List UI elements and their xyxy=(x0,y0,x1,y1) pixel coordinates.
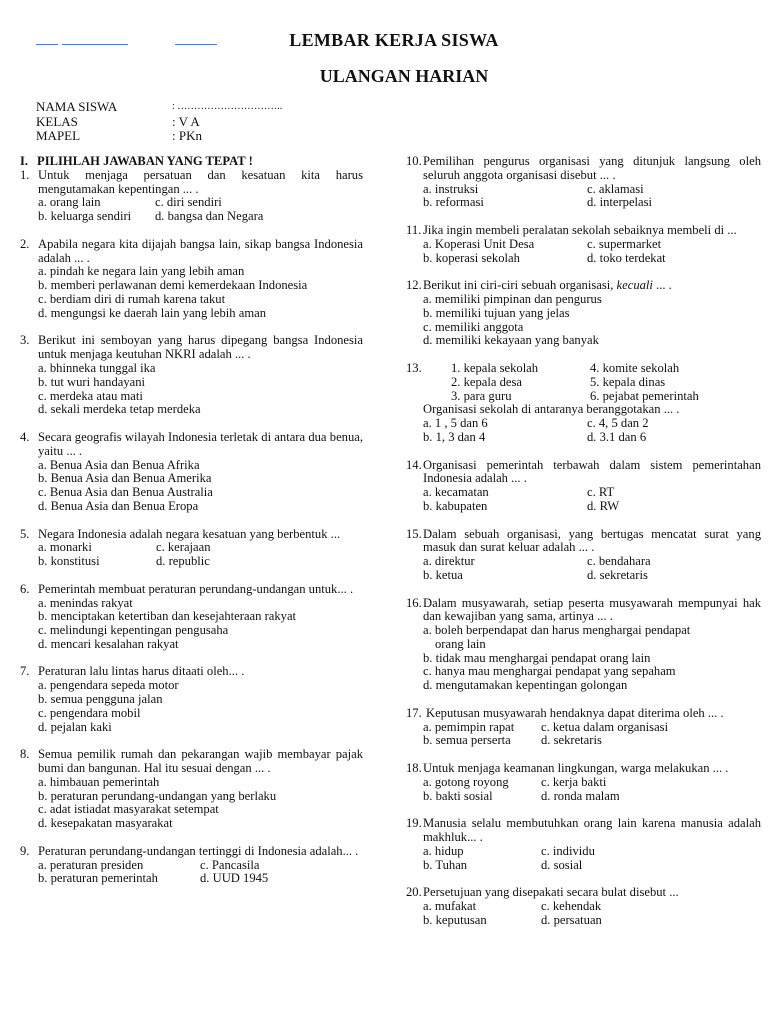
option-b: b. memiliki tujuan yang jelas xyxy=(423,305,570,320)
option-a: a. hidup xyxy=(423,843,464,858)
option-d: d. mencari kesalahan rakyat xyxy=(38,636,179,651)
option-c: c. kerajaan xyxy=(156,540,211,555)
question-stem: Berikut ini ciri-ciri sebuah organisasi, xyxy=(423,278,614,293)
option-b: b. Benua Asia dan Benua Amerika xyxy=(38,471,212,486)
option-b: b. koperasi sekolah xyxy=(423,250,520,265)
question-number: 18. xyxy=(406,761,422,776)
question-number: 13. xyxy=(406,360,422,375)
option-b: b. bakti sosial xyxy=(423,788,493,803)
question-number: 8. xyxy=(20,747,30,762)
question-stem: Peraturan perundang-undangan tertinggi di Indonesia adalah... . xyxy=(38,843,359,858)
question-number: 15. xyxy=(406,526,422,541)
question-stem: Pemilihan pengurus organisasi yang ditunjuk langsung oleh seluruh anggota organisasi disebut ... . xyxy=(423,154,761,182)
section-number: I. xyxy=(20,154,29,168)
option-d: d. republic xyxy=(156,554,210,569)
list-item: 4. komite sekolah xyxy=(590,360,680,375)
option-c: c. bendahara xyxy=(587,554,651,569)
option-d: d. sekretaris xyxy=(587,567,648,582)
option-a-continued: orang lain xyxy=(435,636,486,651)
option-d: d. kesepakatan masyarakat xyxy=(38,816,173,831)
option-b: b. menciptakan ketertiban dan kesejahteraan rakyat xyxy=(38,609,297,624)
option-c: c. hanya mau menghargai pendapat yang sepaham xyxy=(423,664,676,679)
question-20 xyxy=(406,886,761,927)
option-a: a. pindah ke negara lain yang lebih aman xyxy=(38,264,245,279)
option-a: a. orang lain xyxy=(38,195,101,210)
option-a: a. peraturan presiden xyxy=(38,857,144,872)
option-d: d. persatuan xyxy=(541,912,602,927)
question-number: 2. xyxy=(20,236,30,251)
question-number: 14. xyxy=(406,457,422,472)
question-14 xyxy=(406,459,761,514)
option-c: c. supermarket xyxy=(587,236,662,251)
option-b: b. 1, 3 dan 4 xyxy=(423,429,486,444)
question-stem: Dalam sebuah organisasi, yang bertugas mencatat surat yang masuk dan surat keluar adalah ... . xyxy=(423,526,761,555)
question-stem: Pemerintah membuat peraturan perundang-undangan untuk... . xyxy=(38,581,354,596)
option-c: c. RT xyxy=(587,485,615,500)
question-3 xyxy=(20,334,363,417)
question-stem: Dalam musyawarah, setiap peserta musyawarah mempunyai hak dan kewajiban yang sama, artinya ... . xyxy=(423,595,761,624)
option-d: d. Benua Asia dan Benua Eropa xyxy=(38,498,199,513)
section-title: PILIHLAH JAWABAN YANG TEPAT ! xyxy=(37,154,253,168)
info-label: NAMA SISWA xyxy=(36,99,118,114)
question-stem: Negara Indonesia adalah negara kesatuan yang berbentuk ... xyxy=(38,526,341,541)
option-c: c. Pancasila xyxy=(200,857,260,872)
option-c: c. memiliki anggota xyxy=(423,319,524,334)
question-10 xyxy=(406,155,761,210)
question-19 xyxy=(406,817,761,872)
option-b: b. reformasi xyxy=(423,195,484,210)
option-a: a. monarki xyxy=(38,540,92,555)
right-column xyxy=(406,155,761,941)
question-number: 3. xyxy=(20,333,30,348)
question-stem: Manusia selalu membutuhkan orang lain karena manusia adalah makhluk... . xyxy=(423,816,761,845)
question-16 xyxy=(406,597,761,694)
option-a: a. direktur xyxy=(423,554,475,569)
option-c: c. diri sendiri xyxy=(155,195,222,210)
question-stem: Keputusan musyawarah hendaknya dapat diterima oleh ... . xyxy=(426,705,724,720)
question-number: 12. xyxy=(406,278,422,293)
option-c: c. ketua dalam organisasi xyxy=(541,719,669,734)
question-9 xyxy=(20,845,363,886)
list-item: 3. para guru xyxy=(451,388,512,403)
question-stem: Secara geografis wilayah Indonesia terletak di antara dua benua, yaitu ... . xyxy=(38,429,363,458)
option-a: a. pengendara sepeda motor xyxy=(38,678,179,693)
option-b: b. ketua xyxy=(423,567,463,582)
question-stem: Jika ingin membeli peralatan sekolah sebaiknya membeli di ... xyxy=(423,222,737,237)
option-a: a. menindas rakyat xyxy=(38,595,133,610)
info-value: : PKn xyxy=(172,128,202,143)
option-b: b. keluarga sendiri xyxy=(38,209,132,224)
option-b: b. memberi perlawanan demi kemerdekaan Indonesia xyxy=(38,278,308,293)
page-subtitle: ULANGAN HARIAN xyxy=(319,66,489,86)
question-18 xyxy=(406,762,761,803)
option-b: b. semua perserta xyxy=(423,733,511,748)
option-b: b. Tuhan xyxy=(423,857,468,872)
question-number: 19. xyxy=(406,816,422,831)
question-2 xyxy=(20,238,363,321)
list-item: 6. pejabat pemerintah xyxy=(590,388,699,403)
option-a: a. 1 , 5 dan 6 xyxy=(423,416,488,431)
option-c: c. pengendara mobil xyxy=(38,705,141,720)
info-label: KELAS xyxy=(36,113,78,129)
option-a: a. memiliki pimpinan dan pengurus xyxy=(423,291,602,306)
option-d: d. ronda malam xyxy=(541,788,620,803)
question-stem: Untuk menjaga persatuan dan kesatuan kita harus mengutamakan kepentingan ... . xyxy=(38,167,363,196)
option-c: c. adat istiadat masyarakat setempat xyxy=(38,802,219,817)
info-row-class xyxy=(36,115,282,130)
question-number: 1. xyxy=(20,167,30,182)
info-row-subject xyxy=(36,129,282,144)
option-d: d. pejalan kaki xyxy=(38,719,112,734)
question-stem: Peraturan lalu lintas harus ditaati oleh... . xyxy=(38,664,245,679)
option-d: d. interpelasi xyxy=(587,195,653,210)
question-stem: Semua pemilik rumah dan pekarangan wajib membayar pajak bumi dan bangunan. Hal itu sesuai dengan ... . xyxy=(38,747,363,776)
option-b: b. tut wuri handayani xyxy=(38,374,146,389)
option-b: b. kabupaten xyxy=(423,498,488,513)
option-a: a. instruksi xyxy=(423,181,479,196)
question-11 xyxy=(406,224,761,265)
question-stem: Organisasi sekolah di antaranya beranggotakan ... . xyxy=(423,402,680,417)
option-b: b. konstitusi xyxy=(38,554,100,569)
option-d: d. 3.1 dan 6 xyxy=(587,429,647,444)
option-c: c. melindungi kepentingan pengusaha xyxy=(38,623,229,638)
option-d: d. memiliki kekayaan yang banyak xyxy=(423,333,599,348)
option-b: b. keputusan xyxy=(423,912,487,927)
question-number: 4. xyxy=(20,429,30,444)
question-4 xyxy=(20,431,363,514)
option-c: c. individu xyxy=(541,843,595,858)
student-info xyxy=(36,100,282,144)
question-number: 6. xyxy=(20,581,30,596)
question-7 xyxy=(20,665,363,734)
option-d: d. mengungsi ke daerah lain yang lebih aman xyxy=(38,305,267,320)
option-d: d. UUD 1945 xyxy=(200,871,269,886)
question-stem: Apabila negara kita dijajah bangsa lain, sikap bangsa Indonesia adalah ... . xyxy=(38,236,363,265)
info-value: : ………………………….. xyxy=(172,101,283,112)
question-stem-end: ... . xyxy=(656,278,672,293)
question-number: 11. xyxy=(406,222,422,237)
option-d: d. sekretaris xyxy=(541,733,602,748)
option-c: c. aklamasi xyxy=(587,181,644,196)
option-a: a. Koperasi Unit Desa xyxy=(423,236,535,251)
question-17 xyxy=(406,707,761,748)
question-15 xyxy=(406,528,761,583)
question-13 xyxy=(406,362,761,445)
info-row-name xyxy=(36,100,282,115)
option-a: a. Benua Asia dan Benua Afrika xyxy=(38,457,200,472)
question-stem: Organisasi pemerintah terbawah dalam sistem pemerintahan Indonesia adalah ... . xyxy=(423,457,761,486)
option-d: d. bangsa dan Negara xyxy=(155,209,264,224)
option-d: d. sekali merdeka tetap merdeka xyxy=(38,402,201,417)
option-b: b. peraturan pemerintah xyxy=(38,871,158,886)
question-stem: Berikut ini semboyan yang harus dipegang bangsa Indonesia untuk menjaga keutuhan NKRI adalah ... . xyxy=(38,333,363,362)
option-b: b. tidak mau menghargai pendapat orang lain xyxy=(423,650,651,665)
option-c: c. 4, 5 dan 2 xyxy=(587,416,649,431)
option-c: c. Benua Asia dan Benua Australia xyxy=(38,485,213,500)
question-number: 16. xyxy=(406,595,422,610)
info-value: : V A xyxy=(172,113,200,129)
option-a: a. mufakat xyxy=(423,899,477,914)
option-d: d. RW xyxy=(587,498,620,513)
option-a: a. himbauan pemerintah xyxy=(38,774,160,789)
question-6 xyxy=(20,583,363,652)
list-item: 2. kepala desa xyxy=(451,374,522,389)
question-number: 7. xyxy=(20,664,30,679)
question-number: 17. xyxy=(406,705,422,720)
question-8 xyxy=(20,748,363,831)
question-5 xyxy=(20,528,363,569)
question-number: 9. xyxy=(20,843,30,858)
option-d: d. mengutamakan kepentingan golongan xyxy=(423,678,628,693)
info-label: MAPEL xyxy=(36,128,81,143)
question-stem: Persetujuan yang disepakati secara bulat disebut ... xyxy=(423,885,679,900)
question-stem: Untuk menjaga keamanan lingkungan, warga melakukan ... . xyxy=(423,761,729,776)
section-heading xyxy=(20,155,363,169)
option-a: a. gotong royong xyxy=(423,774,509,789)
question-12 xyxy=(406,279,761,348)
list-item: 5. kepala dinas xyxy=(590,374,666,389)
option-b: b. semua pengguna jalan xyxy=(38,692,163,707)
question-number: 10. xyxy=(406,154,422,168)
list-item: 1. kepala sekolah xyxy=(451,360,539,375)
question-stem-emphasis: kecuali xyxy=(616,278,653,293)
option-d: d. sosial xyxy=(541,857,583,872)
question-number: 20. xyxy=(406,885,422,900)
option-a: a. bhinneka tunggal ika xyxy=(38,360,156,375)
question-number: 5. xyxy=(20,526,30,541)
left-column xyxy=(20,155,363,900)
option-c: c. kerja bakti xyxy=(541,774,607,789)
option-a: a. boleh berpendapat dan harus menghargai pendapat xyxy=(423,623,691,638)
page-title: LEMBAR KERJA SISWA xyxy=(289,30,499,50)
option-a: a. pemimpin rapat xyxy=(423,719,515,734)
question-1 xyxy=(20,169,363,224)
option-c: c. berdiam diri di rumah karena takut xyxy=(38,291,226,306)
option-b: b. peraturan perundang-undangan yang berlaku xyxy=(38,788,277,803)
option-c: c. kehendak xyxy=(541,899,602,914)
option-c: c. merdeka atau mati xyxy=(38,388,143,403)
option-a: a. kecamatan xyxy=(423,485,489,500)
option-d: d. toko terdekat xyxy=(587,250,666,265)
